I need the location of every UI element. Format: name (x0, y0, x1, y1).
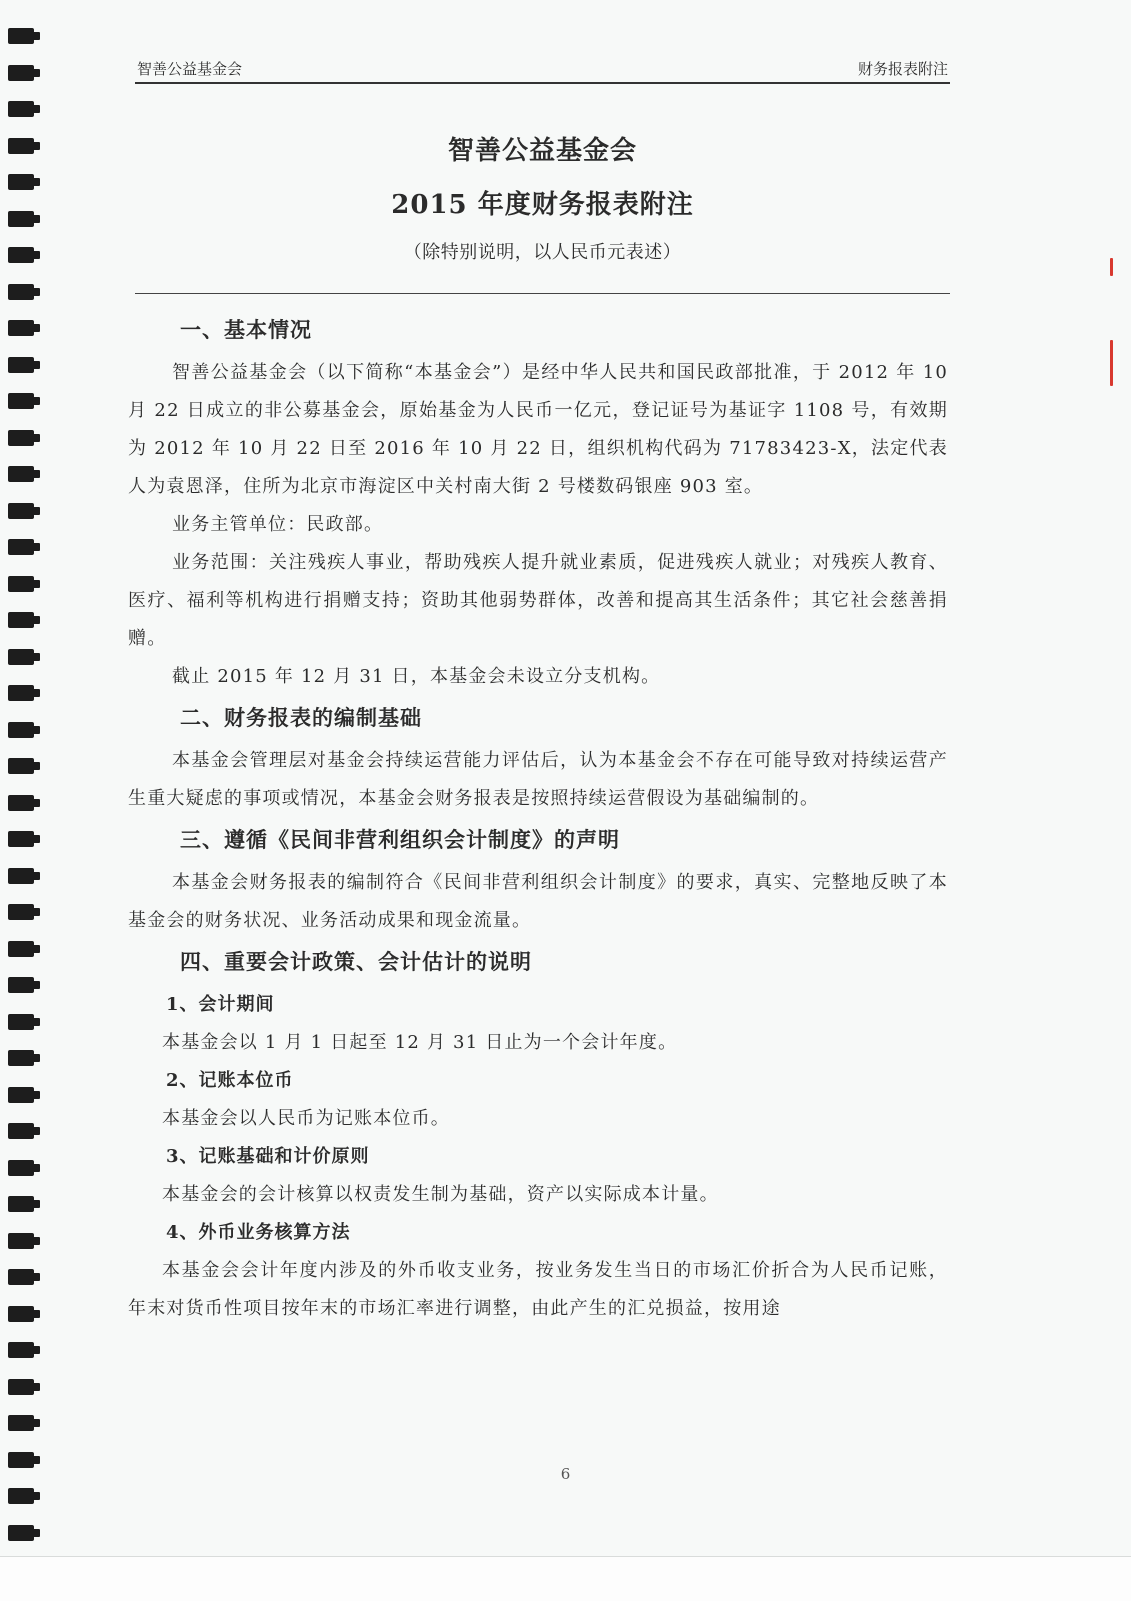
binding-hole (8, 503, 34, 519)
paragraph: 业务主管单位：民政部。 (172, 514, 384, 535)
section-heading: 一、基本情况 (180, 317, 312, 342)
binding-hole (8, 539, 34, 555)
binding-hole (8, 685, 34, 701)
binding-hole (8, 1014, 34, 1030)
binding-hole (8, 466, 34, 482)
subsection-heading: 4、外币业务核算方法 (166, 1222, 351, 1243)
paragraph: 本基金会财务报表的编制符合《民间非营利组织会计制度》的要求，真实、完整地反映了本基金会的财务状况、业务活动成果和现金流量。 (128, 872, 948, 931)
section-heading: 四、重要会计政策、会计估计的说明 (180, 949, 532, 974)
binding-hole (8, 1050, 34, 1066)
doc-subtitle: （除特别说明，以人民币元表述） (403, 242, 682, 263)
header-doc-name: 财务报表附注 (857, 60, 948, 78)
binding-hole (8, 284, 34, 300)
binding-hole (8, 393, 34, 409)
paragraph: 本基金会以人民币为记账本位币。 (162, 1108, 450, 1129)
binding-hole (8, 612, 34, 628)
binding-hole (8, 576, 34, 592)
binding-hole (8, 1269, 34, 1285)
binding-hole (8, 1342, 34, 1358)
spiral-binding (8, 0, 42, 1600)
paragraph: 本基金会管理层对基金会持续运营能力评估后，认为本基金会不存在可能导致对持续运营产生重大疑虑的事项或情况，本基金会财务报表是按照持续运营假设为基础编制的。 (128, 750, 948, 809)
header-org-name: 智善公益基金会 (137, 60, 243, 78)
binding-hole (8, 247, 34, 263)
binding-hole (8, 1488, 34, 1504)
binding-hole (8, 941, 34, 957)
subsection-heading: 2、记账本位币 (166, 1070, 294, 1091)
paragraph: 本基金会会计年度内涉及的外币收支业务，按业务发生当日的市场汇价折合为人民币记账，年末对货币性项目按年末的市场汇率进行调整，由此产生的汇兑损益，按用途 (128, 1260, 948, 1319)
document-body (128, 312, 948, 1328)
binding-hole (8, 138, 34, 154)
binding-hole (8, 1525, 34, 1541)
page-bottom-edge (0, 1556, 1131, 1601)
paragraph: 截止 2015 年 12 月 31 日，本基金会未设立分支机构。 (172, 666, 661, 687)
binding-hole (8, 1087, 34, 1103)
section-heading: 三、遵循《民间非营利组织会计制度》的声明 (180, 827, 620, 852)
binding-hole (8, 28, 34, 44)
red-edge-mark (1110, 340, 1113, 386)
binding-hole (8, 1160, 34, 1176)
paragraph: 本基金会以 1 月 1 日起至 12 月 31 日止为一个会计年度。 (162, 1032, 678, 1053)
binding-hole (8, 1233, 34, 1249)
binding-hole (8, 65, 34, 81)
binding-hole (8, 1123, 34, 1139)
paragraph: 业务范围：关注残疾人事业，帮助残疾人提升就业素质，促进残疾人就业；对残疾人教育、医疗、福利等机构进行捐赠支持；资助其他弱势群体，改善和提高其生活条件；其它社会慈善捐赠。 (128, 552, 948, 649)
binding-hole (8, 174, 34, 190)
doc-title-org: 智善公益基金会 (447, 136, 637, 166)
title-divider (135, 293, 950, 294)
binding-hole (8, 1415, 34, 1431)
paragraph: 本基金会的会计核算以权责发生制为基础，资产以实际成本计量。 (162, 1184, 719, 1205)
binding-hole (8, 977, 34, 993)
section-heading: 二、财务报表的编制基础 (180, 705, 422, 730)
binding-hole (8, 1379, 34, 1395)
binding-hole (8, 904, 34, 920)
binding-hole (8, 320, 34, 336)
subsection-heading: 3、记账基础和计价原则 (166, 1146, 370, 1167)
binding-hole (8, 758, 34, 774)
binding-hole (8, 868, 34, 884)
subsection-heading: 1、会计期间 (166, 994, 275, 1015)
binding-hole (8, 211, 34, 227)
binding-hole (8, 795, 34, 811)
binding-hole (8, 357, 34, 373)
page-number: 6 (560, 1465, 571, 1483)
binding-hole (8, 1306, 34, 1322)
binding-hole (8, 430, 34, 446)
binding-hole (8, 649, 34, 665)
page-header (135, 56, 950, 84)
paragraph: 智善公益基金会（以下简称“本基金会”）是经中华人民共和国民政部批准，于 2012 年 10 月 22 日成立的非公募基金会，原始基金为人民币一亿元，登记证号为基证字 1108 号，有效期为 2012 年 10 月 22 日至 2016 年 10 月 22 日，组织机构代码为 71783423-X，法定代表人为袁恩泽，住所为北京市海淀区中关村南大街 2 号楼数码银座 903 室。 (128, 362, 948, 497)
binding-hole (8, 831, 34, 847)
red-edge-mark (1110, 258, 1113, 276)
binding-hole (8, 722, 34, 738)
binding-hole (8, 1196, 34, 1212)
doc-title-main: 2015 年度财务报表附注 (391, 190, 694, 220)
binding-hole (8, 101, 34, 117)
